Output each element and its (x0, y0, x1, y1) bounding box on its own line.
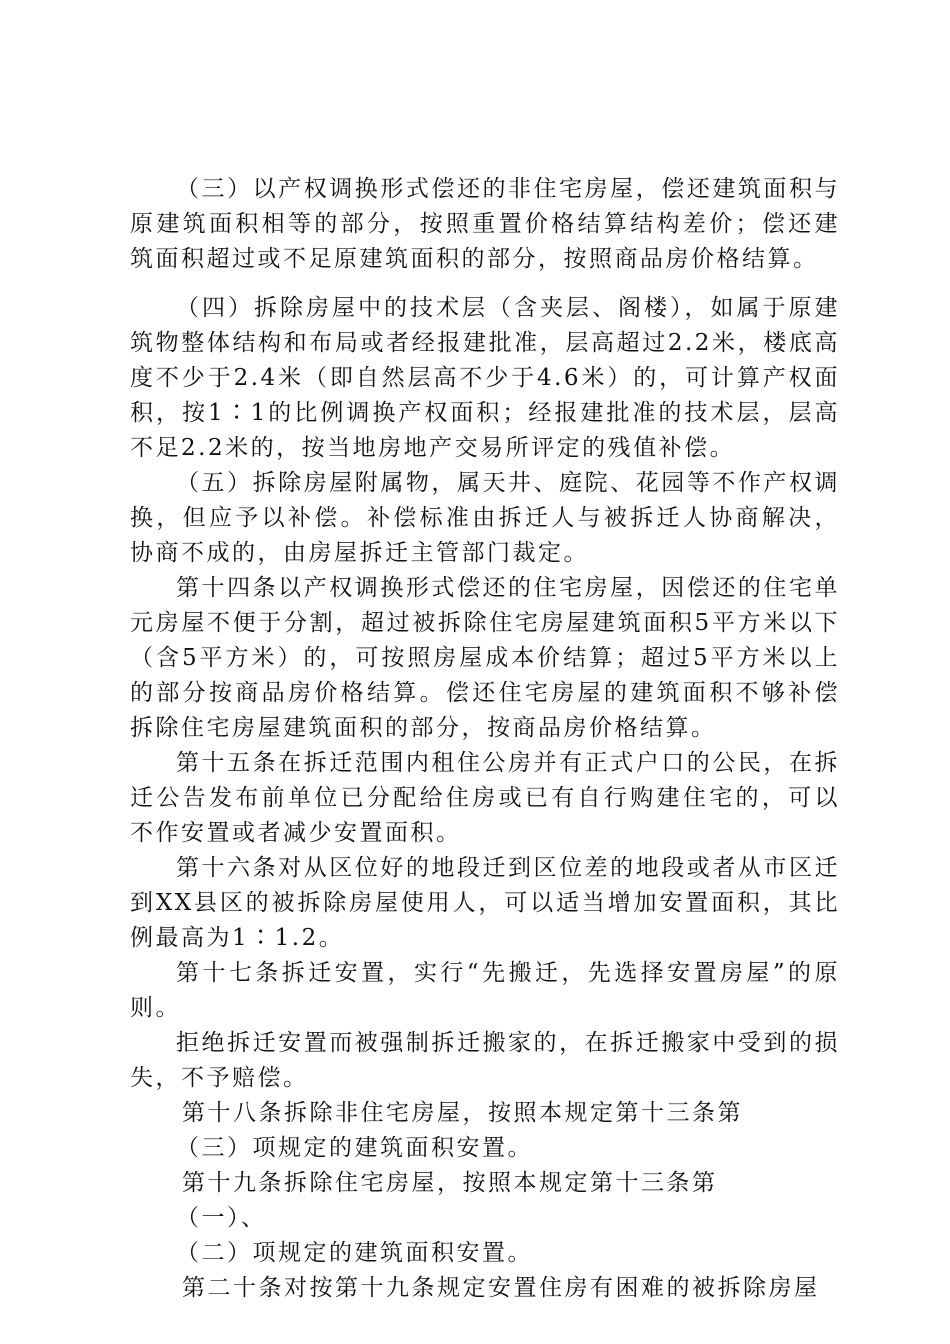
line-article-18: 第十八条拆除非住宅房屋，按照本规定第十三条第 (182, 1100, 743, 1126)
line-article-20: 第二十条对按第十九条规定安置住房有困难的被拆除房屋 (182, 1275, 820, 1301)
paragraph-article-16: 第十六条对从区位好的地段迁到区位差的地段或者从市区迁到XX县区的被拆除房屋使用人，可以适当增加安置面积，其比例最高为1∶1.2。 (130, 855, 840, 951)
line-article-19-item-2: （二）项规定的建筑面积安置。 (176, 1240, 533, 1266)
paragraph-article-15: 第十五条在拆迁范围内租住公房并有正式户口的公民，在拆迁公告发布前单位已分配给住房或已有自行购建住宅的，可以不作安置或者减少安置面积。 (130, 750, 840, 846)
line-article-18-item: （三）项规定的建筑面积安置。 (176, 1135, 533, 1161)
line-article-19: 第十九条拆除住宅房屋，按照本规定第十三条第 (182, 1170, 718, 1196)
paragraph-clause-5: （五）拆除房屋附属物，属天井、庭院、花园等不作产权调换，但应予以补偿。补偿标准由拆迁人与被拆迁人协商解决，协商不成的，由房屋拆迁主管部门裁定。 (130, 470, 840, 566)
paragraph-article-17: 第十七条拆迁安置，实行“先搬迁，先选择安置房屋”的原则。 (130, 960, 840, 1021)
paragraph-article-14: 第十四条以产权调换形式偿还的住宅房屋，因偿还的住宅单元房屋不便于分割，超过被拆除住宅房屋建筑面积5平方米以下（含5平方米）的，可按照房屋成本价结算；超过5平方米以上的部分按商品房价格结算。偿还住宅房屋的建筑面积不够补偿拆除住宅房屋建筑面积的部分，按商品房价格结算。 (130, 575, 840, 741)
paragraph-refusal: 拒绝拆迁安置而被强制拆迁搬家的，在拆迁搬家中受到的损失，不予赔偿。 (130, 1030, 840, 1091)
paragraph-clause-4: （四）拆除房屋中的技术层（含夹层、阁楼），如属于原建筑物整体结构和布局或者经报建批准，层高超过2.2米，楼底高度不少于2.4米（即自然层高不少于4.6米）的，可计算产权面积，按1∶1的比例调换产权面积；经报建批准的技术层，层高不足2.2米的，按当地房地产交易所评定的残值补偿。 (130, 295, 840, 461)
line-article-19-item-1: （一）、 (176, 1205, 267, 1231)
document-page (130, 172, 840, 1306)
paragraph-clause-3: （三）以产权调换形式偿还的非住宅房屋，偿还建筑面积与原建筑面积相等的部分，按照重置价格结算结构差价；偿还建筑面积超过或不足原建筑面积的部分，按照商品房价格结算。 (130, 176, 840, 272)
